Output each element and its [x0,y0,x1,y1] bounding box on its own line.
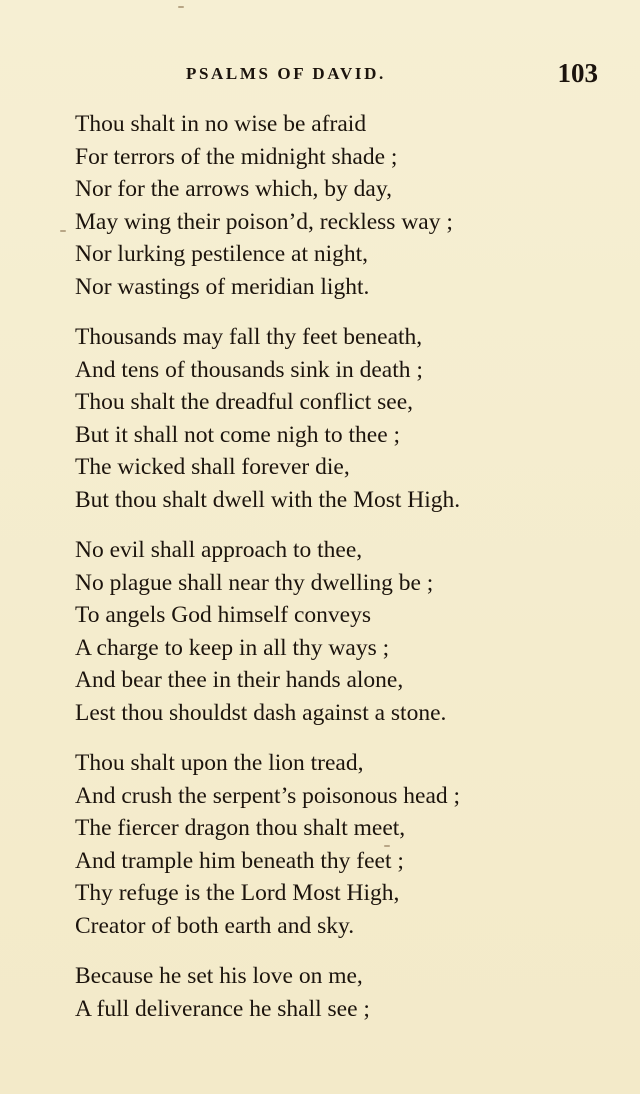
poem-line: To angels God himself conveys [75,602,371,628]
running-title: PSALMS OF DAVID. [186,64,386,83]
stanza [75,108,615,303]
poem-line: No evil shall approach to thee, [75,537,363,563]
page-header [0,58,640,92]
poem-line: Because he set his love on me, [75,963,363,989]
poem-line: No plague shall near thy dwelling be ; [75,569,434,596]
poem-line: The wicked shall forever die, [75,454,350,480]
stanza [75,747,615,942]
poem-line: Lest thou shouldst dash against a stone. [75,699,447,726]
stanza [75,534,615,729]
poem-line: The fiercer dragon thou shalt meet, [75,815,406,841]
poem-line: And trample him beneath thy feet ; [75,847,404,874]
ink-speck [60,230,66,232]
poem-line: Nor wastings of meridian light. [75,273,370,300]
ink-speck [178,6,184,8]
poem-line: Thousands may fall thy feet beneath, [75,324,423,350]
poem-line: Nor for the arrows which, by day, [75,176,392,202]
poem-line: A charge to keep in all thy ways ; [75,634,390,661]
poem-line: And crush the serpent’s poisonous head ; [75,782,461,809]
poem-body [75,108,615,1043]
page-number: 103 [557,58,598,88]
poem-line: May wing their poison’d, reckless way ; [75,208,453,235]
poem-line: But it shall not come nigh to thee ; [75,421,401,448]
poem-line: Thou shalt upon the lion tread, [75,750,364,776]
poem-line: And tens of thousands sink in death ; [75,356,423,383]
poem-line: Creator of both earth and sky. [75,912,355,939]
poem-line: And bear thee in their hands alone, [75,667,404,693]
stanza [75,960,615,1025]
poem-line: Thy refuge is the Lord Most High, [75,880,400,906]
poem-line: Nor lurking pestilence at night, [75,241,369,267]
poem-line: But thou shalt dwell with the Most High. [75,486,461,513]
poem-line: Thou shalt in no wise be afraid [75,111,367,137]
poem-line: A full deliverance he shall see ; [75,995,370,1022]
poem-line: Thou shalt the dreadful conflict see, [75,389,414,415]
stanza [75,321,615,516]
poem-line: For terrors of the midnight shade ; [75,143,398,170]
